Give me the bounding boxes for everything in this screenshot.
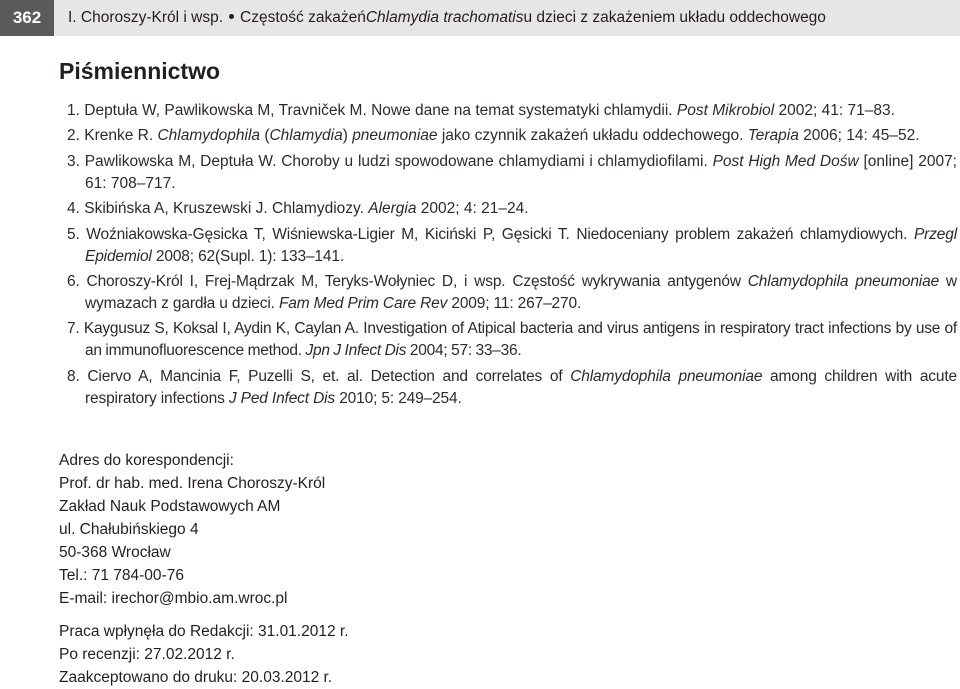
history-accepted: Zaakceptowano do druku: 20.03.2012 r. — [59, 669, 333, 686]
history-reviewed: Po recenzji: 27.02.2012 r. — [59, 646, 235, 663]
running-header — [0, 0, 960, 36]
address-name: Prof. dr hab. med. Irena Choroszy-Król — [59, 475, 326, 492]
reference-item: 8. Ciervo A, Mancinia F, Puzelli S, et. al. Detection and correlates of Chlamydophila pneumoniae among children with acute respiratory infections J Ped Infect Dis 2010; 5: 249–254. — [67, 367, 957, 407]
reference-item: 1. Deptuła W, Pawlikowska M, Travniček M. Nowe dane na temat systematyki chlamydii. Post Mikrobiol 2002; 41: 71–83. — [67, 102, 895, 119]
history-received: Praca wpłynęła do Redakcji: 31.01.2012 r. — [59, 623, 349, 640]
running-head-text — [54, 0, 960, 36]
section-title: Piśmiennictwo — [59, 58, 221, 84]
address-heading: Adres do korespondencji: — [59, 452, 234, 469]
reference-item: 6. Choroszy-Król I, Frej-Mądrzak M, Teryks-Wołyniec D, i wsp. Częstość wykrywania antygenów Chlamydophila pneumoniae w wymazach z gardła u dzieci. Fam Med Prim Care Rev 2009; 11: 267–270. — [67, 272, 957, 312]
article-history — [59, 620, 349, 689]
address-phone: Tel.: 71 784-00-76 — [59, 567, 184, 584]
correspondence-address — [59, 449, 325, 610]
reference-item: 4. Skibińska A, Kruszewski J. Chlamydiozy. Alergia 2002; 4: 21–24. — [67, 200, 529, 218]
address-email: E-mail: irechor@mbio.am.wroc.pl — [59, 590, 288, 607]
reference-item: 2. Krenke R. Chlamydophila (Chlamydia) pneumoniae jako czynnik zakażeń układu oddechowego. Terapia 2006; 14: 45–52. — [67, 127, 920, 145]
reference-list — [59, 100, 957, 413]
address-street: ul. Chałubińskiego 4 — [59, 521, 199, 538]
reference-item: 3. Pawlikowska M, Deptuła W. Choroby u ludzi spowodowane chlamydiami i chlamydiofilami. Post High Med Dośw [online] 2007; 61: 708–717. — [67, 152, 957, 192]
bullet-icon — [229, 14, 234, 19]
reference-item: 5. Woźniakowska-Gęsicka T, Wiśniewska-Ligier M, Kiciński P, Gęsicki T. Niedoceniany problem zakażeń chlamydiowych. Przegl Epidemiol 2008; 62(Supl. 1): 133–141. — [67, 225, 957, 265]
page-number: 362 — [0, 0, 54, 36]
running-head-title-italic: Chlamydia trachomatis — [365, 9, 524, 26]
address-department: Zakład Nauk Podstawowych AM — [59, 498, 281, 515]
running-head-title-end: u dzieci z zakażeniem układu oddechowego — [523, 9, 826, 26]
running-head-title-start: Częstość zakażeń — [240, 9, 366, 26]
running-head-authors: I. Choroszy-Król i wsp. — [68, 9, 224, 26]
reference-item: 7. Kaygusuz S, Koksal I, Aydin K, Caylan A. Investigation of Atipical bacteria and virus antigens in respiratory tract infections by use of an immunofluorescence method. Jpn J Infect Dis 2004; 57: 33–36. — [67, 320, 957, 360]
address-city: 50-368 Wrocław — [59, 544, 171, 561]
